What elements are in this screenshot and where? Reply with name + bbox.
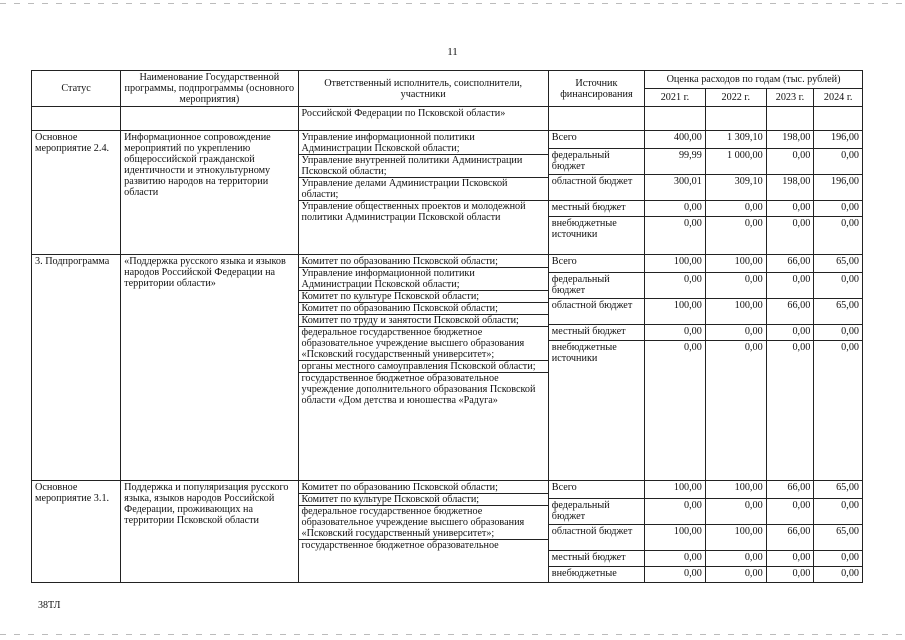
amount-cell: 1 309,10 <box>705 131 766 149</box>
amount-cell: 0,00 <box>705 341 766 481</box>
amount-cell: 66,00 <box>766 255 814 273</box>
header-responsible: Ответственный исполнитель, соисполнители, участники <box>298 71 548 107</box>
continuation-text: Российской Федерации по Псковской области» <box>298 107 548 131</box>
amount-cell: 198,00 <box>766 131 814 149</box>
header-estimate: Оценка расходов по годам (тыс. рублей) <box>645 71 863 89</box>
section-responsible <box>298 481 548 583</box>
amount-cell: 196,00 <box>814 131 863 149</box>
section-status: Основное мероприятие 3.1. <box>32 481 121 583</box>
responsible-entry: Управление общественных проектов и молодежной политики Администрации Псковской области <box>299 200 548 223</box>
amount-cell: 400,00 <box>645 131 706 149</box>
responsible-entry: федеральное государственное бюджетное образовательное учреждение высшего образования «Псковский государственный университет»; <box>299 326 548 360</box>
amount-cell: 196,00 <box>814 175 863 201</box>
amount-cell: 0,00 <box>814 567 863 583</box>
amount-cell: 66,00 <box>766 481 814 499</box>
responsible-entry: Комитет по образованию Псковской области; <box>301 482 498 493</box>
amount-cell: 0,00 <box>814 149 863 175</box>
header-year: 2022 г. <box>705 89 766 107</box>
header-year: 2024 г. <box>814 89 863 107</box>
amount-cell: 65,00 <box>814 299 863 325</box>
empty-cell <box>121 107 298 131</box>
amount-cell: 0,00 <box>766 341 814 481</box>
header-year: 2021 г. <box>645 89 706 107</box>
scan-edge-bottom <box>0 634 905 635</box>
amount-cell: 0,00 <box>705 499 766 525</box>
amount-cell: 0,00 <box>814 551 863 567</box>
amount-cell: 100,00 <box>645 525 706 551</box>
responsible-entry: Управление внутренней политики Администрации Псковской области; <box>299 154 548 177</box>
amount-cell: 0,00 <box>645 341 706 481</box>
continuation-row <box>32 107 863 131</box>
section-name: Поддержка и популяризация русского языка, языков народов Российской Федерации, проживающих на территории Псковской области <box>121 481 298 583</box>
amount-cell: 0,00 <box>766 567 814 583</box>
amount-cell: 100,00 <box>705 525 766 551</box>
amount-cell: 0,00 <box>814 273 863 299</box>
empty-cell <box>814 107 863 131</box>
amount-cell: 0,00 <box>814 341 863 481</box>
amount-cell: 100,00 <box>705 299 766 325</box>
amount-cell: 0,00 <box>645 567 706 583</box>
funding-source: Всего <box>548 255 644 273</box>
amount-cell: 0,00 <box>766 551 814 567</box>
amount-cell: 0,00 <box>705 325 766 341</box>
responsible-entry: Комитет по труду и занятости Псковской области; <box>299 314 548 326</box>
amount-cell: 0,00 <box>814 217 863 255</box>
empty-cell <box>766 107 814 131</box>
section-status: Основное мероприятие 2.4. <box>32 131 121 255</box>
amount-cell: 0,00 <box>645 217 706 255</box>
funding-source: внебюджетные <box>548 567 644 583</box>
amount-cell: 0,00 <box>766 273 814 299</box>
footer-code: 38ТЛ <box>38 600 61 611</box>
funding-source: внебюджетные источники <box>548 217 644 255</box>
responsible-entry: федеральное государственное бюджетное образовательное учреждение высшего образования «Псковский государственный университет»; <box>299 505 548 539</box>
amount-cell: 66,00 <box>766 299 814 325</box>
scan-edge-top <box>0 3 905 4</box>
responsible-entry: государственное бюджетное образовательное учреждение дополнительного образования Псковской области «Дом детства и юношества «Радуга» <box>299 372 548 406</box>
funding-source: местный бюджет <box>548 325 644 341</box>
section-name: «Поддержка русского языка и языков народов Российской Федерации на территории области» <box>121 255 298 481</box>
section-name: Информационное сопровождение мероприятий по укреплению общероссийской гражданской идентичности и этнокультурному развитию народов на территории области <box>121 131 298 255</box>
header-year: 2023 г. <box>766 89 814 107</box>
empty-cell <box>32 107 121 131</box>
amount-cell: 0,00 <box>766 217 814 255</box>
empty-cell <box>548 107 644 131</box>
funding-row <box>32 255 863 273</box>
page-number: 11 <box>447 46 458 58</box>
responsible-entry: Комитет по образованию Псковской области; <box>299 302 548 314</box>
responsible-entry: государственное бюджетное образовательное <box>299 539 548 551</box>
responsible-entry: Комитет по культуре Псковской области; <box>299 290 548 302</box>
responsible-entry: Комитет по образованию Псковской области; <box>301 256 498 267</box>
expenses-table <box>31 70 863 583</box>
amount-cell: 0,00 <box>705 217 766 255</box>
amount-cell: 65,00 <box>814 481 863 499</box>
responsible-entry: Управление информационной политики Администрации Псковской области; <box>299 267 548 290</box>
amount-cell: 0,00 <box>645 201 706 217</box>
amount-cell: 100,00 <box>645 299 706 325</box>
amount-cell: 0,00 <box>766 201 814 217</box>
section-responsible <box>298 255 548 481</box>
funding-row <box>32 131 863 149</box>
amount-cell: 0,00 <box>705 551 766 567</box>
funding-source: внебюджетные источники <box>548 341 644 481</box>
header-row <box>32 71 863 89</box>
amount-cell: 0,00 <box>645 551 706 567</box>
amount-cell: 0,00 <box>814 499 863 525</box>
funding-source: областной бюджет <box>548 299 644 325</box>
amount-cell: 0,00 <box>766 325 814 341</box>
header-source: Источник финансирования <box>548 71 644 107</box>
amount-cell: 0,00 <box>814 201 863 217</box>
responsible-entry: Управление делами Администрации Псковской области; <box>299 177 548 200</box>
funding-source: областной бюджет <box>548 525 644 551</box>
amount-cell: 1 000,00 <box>705 149 766 175</box>
empty-cell <box>645 107 706 131</box>
responsible-entry: Управление информационной политики Администрации Псковской области; <box>301 132 475 154</box>
funding-source: федеральный бюджет <box>548 499 644 525</box>
amount-cell: 99,99 <box>645 149 706 175</box>
amount-cell: 0,00 <box>814 325 863 341</box>
header-name: Наименование Государственной программы, подпрограммы (основного мероприятия) <box>121 71 298 107</box>
funding-row <box>32 481 863 499</box>
funding-source: федеральный бюджет <box>548 149 644 175</box>
amount-cell: 0,00 <box>705 201 766 217</box>
funding-source: местный бюджет <box>548 201 644 217</box>
responsible-entry: органы местного самоуправления Псковской области; <box>299 360 548 372</box>
amount-cell: 100,00 <box>645 255 706 273</box>
amount-cell: 0,00 <box>645 273 706 299</box>
amount-cell: 198,00 <box>766 175 814 201</box>
section-status: 3. Подпрограмма <box>32 255 121 481</box>
amount-cell: 100,00 <box>705 481 766 499</box>
funding-source: Всего <box>548 131 644 149</box>
amount-cell: 66,00 <box>766 525 814 551</box>
amount-cell: 65,00 <box>814 255 863 273</box>
empty-cell <box>705 107 766 131</box>
section-responsible <box>298 131 548 255</box>
amount-cell: 0,00 <box>766 499 814 525</box>
header-status: Статус <box>32 71 121 107</box>
amount-cell: 0,00 <box>645 325 706 341</box>
amount-cell: 100,00 <box>645 481 706 499</box>
responsible-entry: Комитет по культуре Псковской области; <box>299 493 548 505</box>
amount-cell: 300,01 <box>645 175 706 201</box>
amount-cell: 0,00 <box>705 567 766 583</box>
funding-source: областной бюджет <box>548 175 644 201</box>
funding-source: Всего <box>548 481 644 499</box>
funding-source: федеральный бюджет <box>548 273 644 299</box>
funding-source: местный бюджет <box>548 551 644 567</box>
amount-cell: 0,00 <box>645 499 706 525</box>
amount-cell: 0,00 <box>705 273 766 299</box>
amount-cell: 65,00 <box>814 525 863 551</box>
amount-cell: 100,00 <box>705 255 766 273</box>
amount-cell: 309,10 <box>705 175 766 201</box>
amount-cell: 0,00 <box>766 149 814 175</box>
